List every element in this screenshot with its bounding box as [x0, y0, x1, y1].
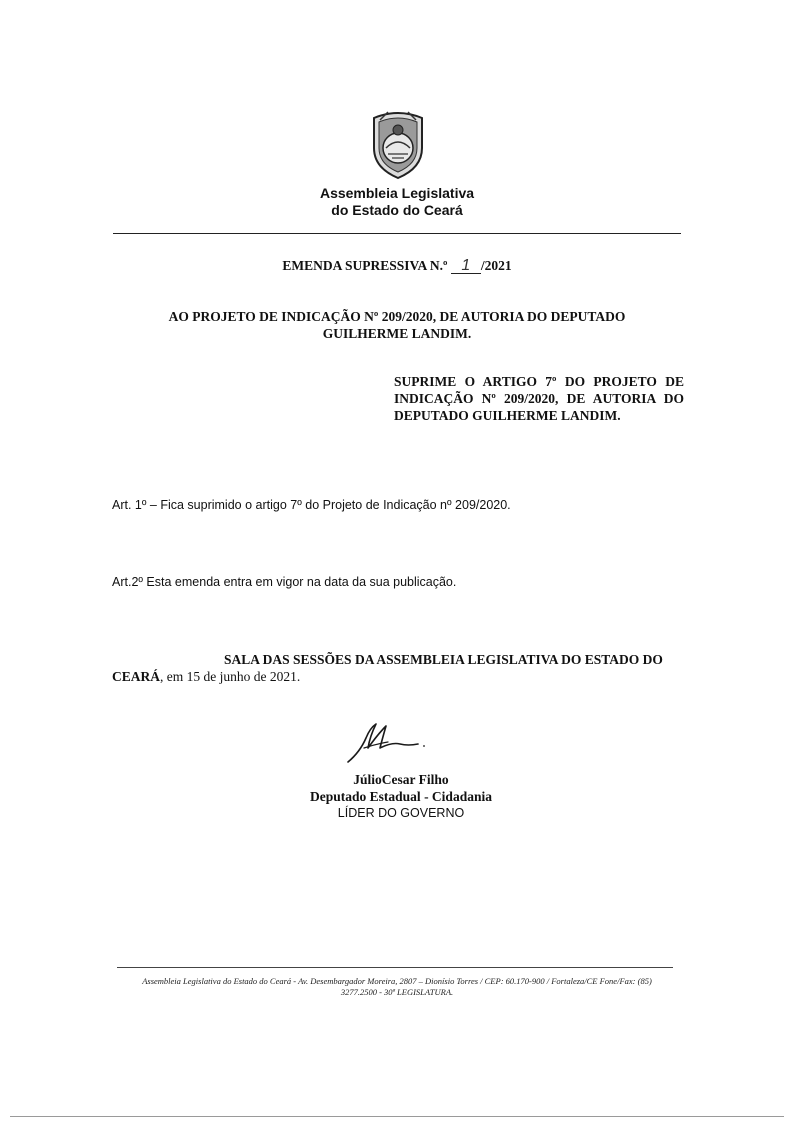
signer-role: Deputado Estadual - Cidadania	[310, 789, 492, 804]
article-1: Art. 1º – Fica suprimido o artigo 7º do Projeto de Indicação nº 209/2020.	[112, 498, 511, 512]
amendment-title-prefix: EMENDA SUPRESSIVA N.º	[282, 258, 448, 273]
closing-date: , em 15 de junho de 2021.	[160, 669, 301, 684]
organization-name-line1: Assembleia Legislativa	[319, 185, 475, 201]
organization-name-line2: do Estado do Ceará	[331, 202, 463, 218]
organization-name	[230, 185, 564, 219]
amendment-number: 1	[451, 259, 481, 274]
footer-address	[112, 976, 682, 998]
scan-edge-line	[10, 1116, 784, 1117]
amendment-subject-line2: GUILHERME LANDIM.	[322, 326, 472, 341]
closing-statement	[112, 651, 684, 685]
amendment-subject-line1: AO PROJETO DE INDICAÇÃO Nº 209/2020, DE AUTORIA DO DEPUTADO	[168, 309, 626, 324]
footer-line2: 3277.2500 - 30ª LEGISLATURA.	[340, 987, 454, 997]
handwritten-signature	[340, 718, 430, 766]
amendment-title	[100, 258, 694, 274]
amendment-subject	[112, 308, 682, 342]
amendment-title-suffix: /2021	[480, 258, 512, 273]
signer-block	[256, 771, 546, 822]
footer-divider	[117, 967, 673, 968]
amendment-summary: SUPRIME O ARTIGO 7º DO PROJETO DE INDICAÇÃO Nº 209/2020, DE AUTORIA DO DEPUTADO GUILHERME LANDIM.	[394, 374, 684, 423]
coat-of-arms-icon	[366, 108, 430, 180]
signer-position: LÍDER DO GOVERNO	[337, 806, 465, 820]
signer-name: JúlioCesar Filho	[353, 772, 449, 787]
footer-line1: Assembleia Legislativa do Estado do Ceará - Av. Desembargador Moreira, 2807 – Dionísio Torres / CEP: 60.170-900 / Fortaleza/CE Fone/Fax: (85)	[142, 976, 652, 986]
closing-state: CEARÁ	[112, 669, 161, 684]
closing-line1: SALA DAS SESSÕES DA ASSEMBLEIA LEGISLATIVA DO ESTADO DO	[224, 652, 663, 667]
header-divider	[113, 233, 681, 234]
article-2: Art.2º Esta emenda entra em vigor na data da sua publicação.	[112, 575, 457, 589]
